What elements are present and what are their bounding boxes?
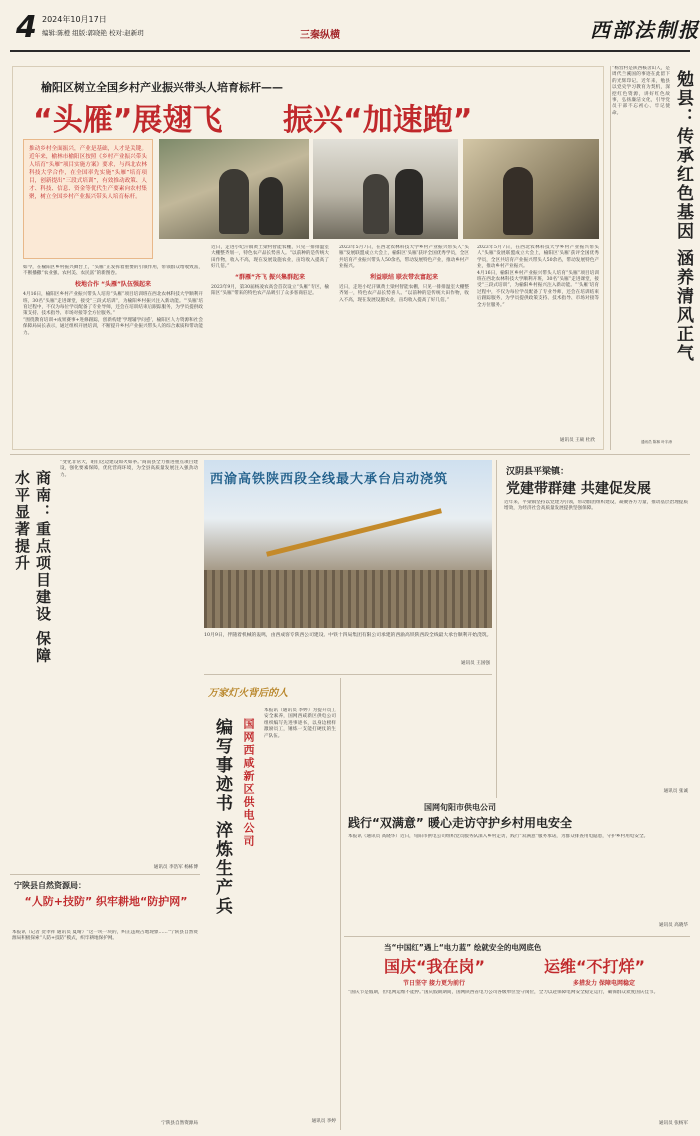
hanyin-story (500, 460, 690, 798)
photo-figure (395, 169, 423, 235)
hanyin-headline: 党建带群建 共建促发展 (506, 481, 651, 497)
lead-p4: 2023年5月7日，在西北农林科技大学乡村产业振兴带头人“头雁”发展联盟成立大会上，榆阳区‘头雁’获评全国优秀学员，全区共培育产业振兴带头人50余名，带动发展特色产业，推动乡村产业振兴。 (339, 245, 469, 270)
mianxian-body (612, 66, 670, 438)
masthead-rule (10, 50, 690, 52)
national-day-headline-left: 国庆“我在岗” (384, 957, 486, 976)
duty-byline: 通讯员 李婷 (311, 1119, 336, 1124)
lead-p7: 近日，走进小纪汗镇黄土梁村智能农棚，只见一排排温室大棚整齐划一，特色农产品长势喜人。“以前种的是传统大田作物，收入不高，现在发展设施农业，亩均收入提高了好几倍。” (211, 245, 329, 270)
crane-arm (266, 508, 442, 556)
xunyang-story (344, 800, 690, 932)
xunyang-text: 本报讯（通讯员 高晓华）近日，旬阳市供电公司组织党员服务队深入乡村走访，践行“双满意”服务承诺，为群众排查用电隐患，守护乡村用电安全。 (348, 834, 649, 839)
ningshan-headline: “人防+技防” 织牢耕地“防护网” (24, 895, 188, 908)
duty-text: 本报讯（通讯员 李婷）为提升员工安全素养，国网西咸新区供电公司组织编写先进事迹书，以身边榜样激励员工，锤炼一支能打硬仗的生产队伍。 (264, 708, 336, 739)
railway-byline: 通讯员 王国强 (460, 661, 490, 666)
duty-sub: 国网西咸新区供电公司 (242, 718, 255, 848)
lead-kicker: 榆阳区树立全国乡村产业振兴带头人培育标杆—— (41, 81, 283, 94)
national-day-byline: 通讯员 张杨军 (658, 1121, 688, 1126)
photo-figure (259, 177, 283, 235)
right-col-story (612, 66, 700, 450)
ningshan-byline: 宁陕县自然资源局 (161, 1121, 198, 1126)
lead-sub-1: 校地合作 “头雁”队伍强起来 (75, 280, 151, 288)
railway-photo (204, 460, 492, 628)
lead-p3: “围绕教育培训+成果赛事+进修跟踪，创新构建‘学理辅学问惑’，榆阳区人力资源和社会保障局局长表示，通过组织开展培训，不断提升乡村产业振兴带头人的综合素质和带动能力。 (23, 317, 203, 336)
shangnan-title: 商南：重点项目建设 保障水平显著提升 (13, 470, 52, 665)
railway-banner: 西渝高铁陕西段全线最大承台启动浇筑 (210, 472, 449, 487)
hanyin-kicker: 汉阴县平梁镇： (506, 467, 570, 477)
national-day-text: “国庆节是假期，但电网运维不能停。”国庆假期期间，国网陕西省电力公司各级单位坚守岗位，全力以赴保障电网安全稳定运行，确保群众欢度国庆佳节。 (348, 990, 659, 995)
lead-photo-1 (159, 139, 309, 239)
photo-figure (363, 174, 389, 234)
lead-summary: 推动乡村全面振兴，产业是基础，人才是关键。近年来，榆林市榆阳区按照《乡村产业振兴带头人培育“头雁”项目实施方案》要求，与西北农林科技大学合作，在全国率先实施“头雁”培育项目，创新提出“三段式培训”，有效推动政策、人才、科技、信息、资金等优代生产要素向农村集聚，树立全国乡村产业振兴带头人培育标杆。 (29, 146, 147, 200)
lead-sub-3: “群雁”齐飞 振兴集群起来 (235, 273, 305, 281)
photo-figure (219, 169, 249, 234)
duty-headline: 编写事迹书 淬炼生产兵 (212, 718, 232, 916)
mianxian-byline: 通讯员 陈林 叶宇涛 (640, 440, 672, 444)
shangnan-text: “变化非常大，咱们这边建设如火如荼。”商南县全力推进重点项目建设，强化要素保障，优化营商环境，为全县高质量发展注入强劲动力。 (60, 460, 198, 478)
editor-line: 编辑:陈橙 组版:郭晓艳 校对:赵新玥 (42, 29, 144, 37)
xunyang-body (348, 834, 686, 924)
lead-photo-3 (463, 139, 599, 239)
right-col-divider (610, 66, 611, 450)
rebar-grid (204, 570, 492, 628)
duty-body (264, 708, 336, 1118)
lead-sub-2: 利益联结 联农带农富起来 (369, 273, 439, 281)
lead-summary-box (23, 139, 153, 259)
section-rule-3 (204, 674, 492, 675)
lead-p6: 近日，走进小纪汗镇黄土梁村智能农棚，只见一排排温室大棚整齐划一，特色农产品长势喜人。“以前种的是传统大田作物，收入不高，现在发展设施农业，亩均收入提高了好几倍。” (339, 285, 469, 303)
lead-col-1 (23, 265, 203, 445)
railway-caption (204, 632, 492, 666)
hanyin-divider (496, 460, 497, 798)
national-day-sub-2: 多措发力 保障电网稳定 (572, 980, 636, 987)
lead-headline-right: 振兴“加速跑” (283, 103, 473, 138)
xunyang-byline: 通讯员 高晓华 (658, 923, 688, 928)
hanyin-text: 近年来，平梁镇坚持以党建为引领，带动群团组织建设，凝聚各方力量，推动基层治理提质增效，为经济社会高质量发展提供坚强保障。 (504, 500, 688, 512)
lead-photo-2 (313, 139, 458, 239)
national-day-story (344, 940, 690, 1130)
lead-p2: 4月16日，榆阳区乡村产业振兴带头人培育“头雁”项目培训班在西北农林科技大学顺利开班，30名“头雁”走进课堂，接受“三段式培训”，为榆阳乡村振兴注入新动能。“‘头雁’培育过程中，不仅为每位学员配备了专业导师，还会在培训结束后跟踪服务，为学员提供政策支持、技术指导、市场对接等全方位服务。” (23, 292, 203, 317)
hanyin-byline: 通讯员 张诚 (663, 789, 688, 794)
lead-p2b: 4月16日，榆阳区乡村产业振兴带头人培育“头雁”项目培训班在西北农林科技大学顺利开班，30名“头雁”走进课堂，接受“三段式培训”，为榆阳乡村振兴注入新动能。“‘头雁’培育过程中，不仅为每位学员配备了专业导师，还会在培训结束后跟踪服务，为学员提供政策支持、技术指导、市场对接等全方位服务。” (477, 270, 599, 308)
section-rule-2 (10, 874, 200, 875)
railway-caption-text: 10月9日，伴随着机械的轰鸣，由西成客专陕西公司建设、中铁十四局集团有限公司承建的西渝高铁陕西段全线最大承台顺利开始浇筑。 (204, 633, 492, 638)
ningshan-story (10, 878, 200, 1130)
mianxian-text: “杨营村是陕西核舍山人，是周代兰溪国的事迹在此留下的光辉印记。近年来，勉县以党史学习教育为契机，深挖红色资源，讲好红色故事，弘扬廉洁文化，引导党员干部不忘初心、牢记使命。 (612, 66, 670, 116)
mianxian-title: 勉县：传承红色基因 涵养清风正气 (673, 70, 693, 363)
page-number: 4 (16, 10, 37, 45)
lead-p8: 2023年9月，第30届杨凌农高会首次设立“头雁”专区，榆阳区“头雁”带来的特色农产品吸引了众多客商驻足。 (211, 285, 329, 297)
lead-col-4 (477, 245, 599, 435)
hanyin-body (504, 500, 688, 790)
lead-story (12, 66, 604, 450)
railway-feature (204, 460, 492, 670)
shangnan-story (10, 460, 200, 872)
lead-byline: 通讯员 王硕 杜欣 (559, 438, 595, 443)
national-day-sub-1: 节日坚守 接力更为前行 (402, 980, 466, 987)
xunyang-headline: 践行“双满意” 暖心走访守护乡村用电安全 (348, 816, 572, 830)
national-day-kicker: 当“中国红”遇上“电力蓝” 绘就安全的电网底色 (384, 943, 542, 952)
ningshan-kicker: 宁陕县自然资源局： (14, 881, 86, 890)
section-rule-4 (344, 936, 690, 937)
shangnan-byline: 通讯员 李浩军 杨栋博 (153, 865, 198, 870)
lead-headline-left: “头雁”展翅飞 (33, 103, 223, 138)
xunyang-kicker: 国网旬阳市供电公司 (424, 803, 496, 812)
shangnan-body (60, 460, 198, 860)
national-day-headline-right: 运维“不打烊” (544, 957, 646, 976)
lead-col-3 (339, 245, 469, 445)
lead-p5: 2023年5月7日，在西北农林科技大学乡村产业振兴带头人“头雁”发展联盟成立大会上，榆阳区‘头雁’获评全国优秀学员，全区共培育产业振兴带头人50余名，带动发展特色产业，推动乡村产业振兴。 (477, 245, 599, 270)
duty-logo: 万家灯火背后的人 (208, 688, 288, 699)
xunyang-divider (340, 678, 341, 1130)
lead-p1: 如今，在榆阳区乡村振兴舞台上，“头雁”正发挥着重要的引领作用，带领群众增收致富，不断播撒“农业强、农村美、农民富”的新图卷。 (23, 265, 203, 277)
ningshan-text: 本报讯（记者 贺孝祥 通讯员 夏晴）“这一块一块的，纠正违规占地现象……”宁陕县自然资源局积极探索“人防+技防”模式，织牢耕地保护网。 (12, 930, 198, 942)
issue-date: 2024年10月17日 (42, 15, 107, 24)
national-day-body (348, 990, 686, 1120)
section-rule-1 (10, 454, 690, 455)
lead-col-2 (211, 245, 329, 445)
photo-figure (503, 167, 533, 235)
brand-logo: 西部法制报 (590, 18, 700, 42)
duty-column (204, 678, 338, 1130)
ningshan-body (12, 930, 198, 1120)
masthead (0, 0, 700, 60)
section-title: 三秦纵横 (300, 30, 340, 41)
